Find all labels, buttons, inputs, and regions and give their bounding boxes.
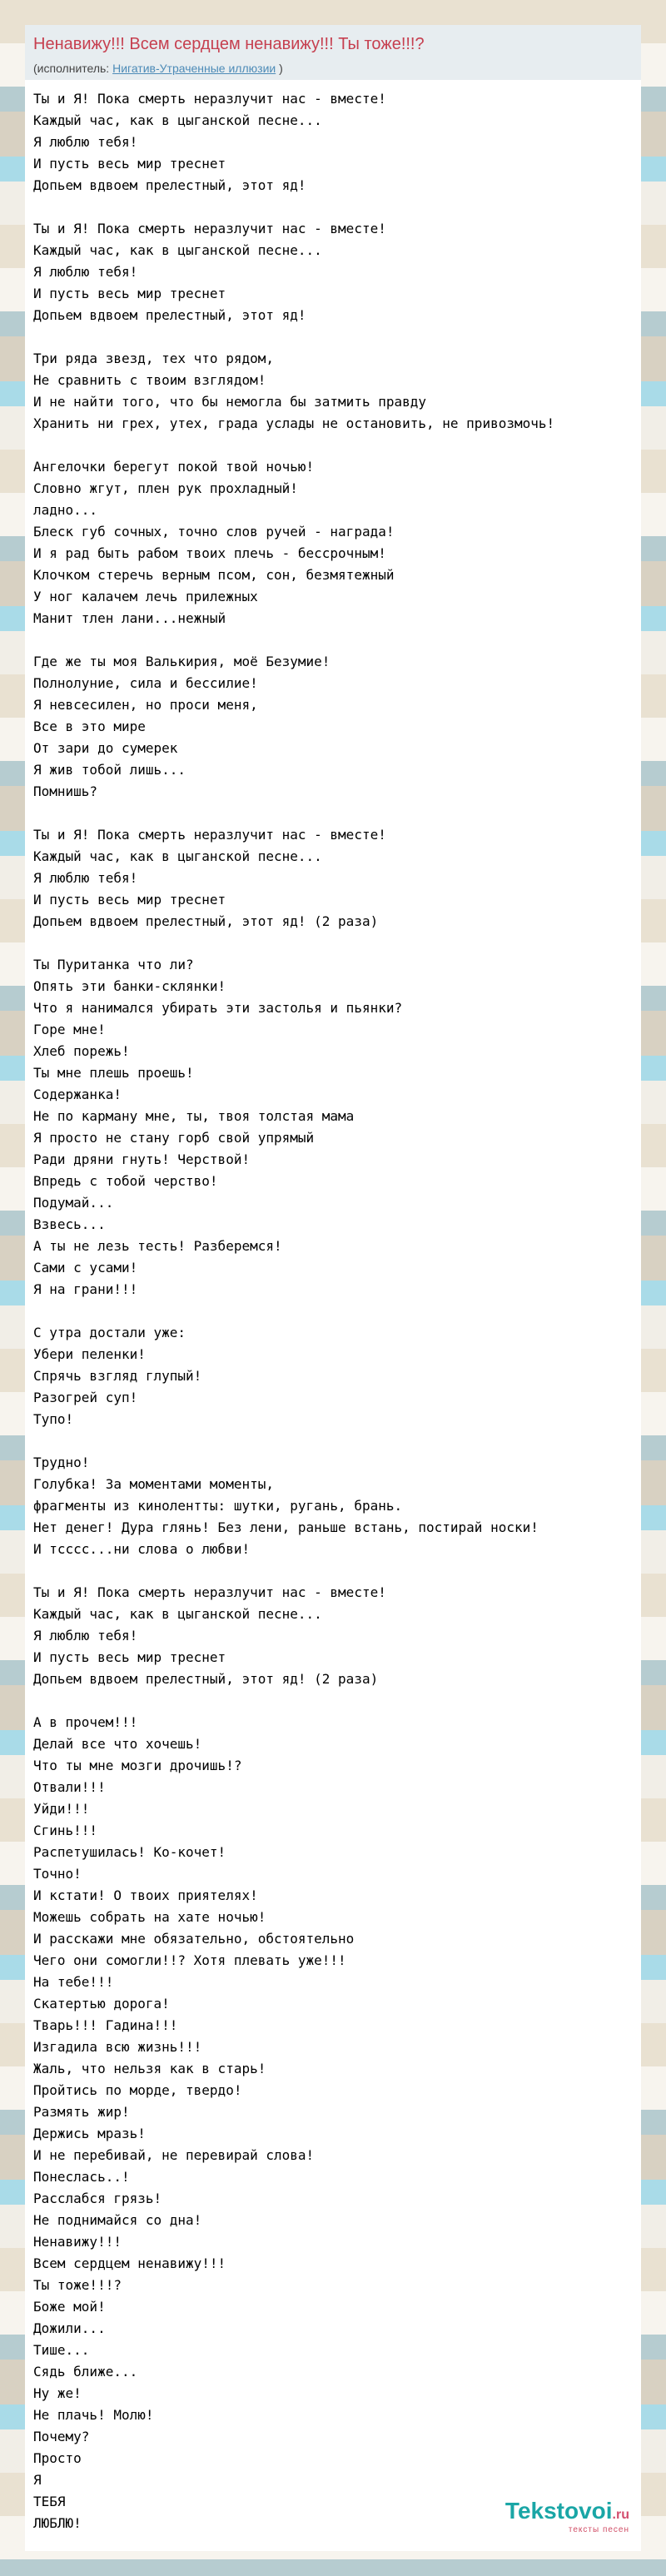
artist-link[interactable]: Нигатив-Утраченные иллюзии xyxy=(112,62,276,75)
artist-prefix: (исполнитель: xyxy=(33,62,110,75)
lyrics-card xyxy=(25,25,641,2551)
site-logo[interactable] xyxy=(505,2499,629,2534)
artist-line xyxy=(33,62,283,75)
logo-domain: .ru xyxy=(612,2508,629,2522)
song-header xyxy=(25,25,641,80)
artist-suffix: ) xyxy=(279,62,283,75)
song-title: Ненавижу!!! Всем сердцем ненавижу!!! Ты тоже!!!? xyxy=(33,35,425,53)
song-lyrics: Ты и Я! Пока смерть неразлучит нас - вместе! Каждый час, как в цыганской песне... Я люблю тебя! И пусть весь мир треснет Допьем вдвоем прелестный, этот яд! Ты и Я! Пока смерть неразлучит нас - вместе! Каждый час, как в цыганской песне... Я люблю тебя! И пусть весь мир треснет Допьем вдвоем прелестный, этот яд! Три ряда звезд, тех что рядом, Не сравнить с твоим взглядом! И не найти того, что бы немогла бы затмить правду Хранить ни грех, утех, града услады не остановить, не привозмочь! Ангелочки берегут покой твой ночью! Словно жгут, плен рук прохладный! ладно... Блеск губ сочных, точно слов ручей - награда! И я рад быть рабом твоих плечь - бессрочным! Клочком стеречь верным псом, сон, безмятежный У ног калачем лечь прилежных Манит тлен лани...нежный Где же ты моя Валькирия, моё Безумие! Полнолуние, сила и бессилие! Я невсесилен, но проси меня, Все в это мире От зари до сумерек Я жив тобой лишь... Помнишь? Ты и Я! Пока смерть неразлучит нас - вместе! Каждый час, как в цыганской песне... Я люблю тебя! И пусть весь мир треснет Допьем вдвоем прелестный, этот яд! (2 раза) Ты Пуританка что ли? Опять эти банки-склянки! Что я нанимался убирать эти застолья и пьянки? Горе мне! Хлеб порежь! Ты мне плешь проешь! Содержанка! Не по карману мне, ты, твоя толстая мама Я просто не стану горб свой упрямый Ради дряни гнуть! Черствой! Впредь с тобой черство! Подумай... Взвесь... А ты не лезь тесть! Разберемся! Сами с усами! Я на грани!!! С утра достали уже: Убери пеленки! Спрячь взгляд глупый! Разогрей суп! Тупо! Трудно! Голубка! За моментами моменты, фрагменты из кинолентты: шутки, ругань, брань. Нет денег! Дура глянь! Без лени, раньше встань, постирай носки! И тсссс...ни слова о любви! Ты и Я! Пока смерть неразлучит нас - вместе! Каждый час, как в цыганской песне... Я люблю тебя! И пусть весь мир треснет Допьем вдвоем прелестный, этот яд! (2 раза) А в прочем!!! Делай все что хочешь! Что ты мне мозги дрочишь!? Отвали!!! Уйди!!! Сгинь!!! Распетушилась! Ко-кочет! Точно! И кстати! О твоих приятелях! Можешь собрать на хате ночью! И расскажи мне обязательно, обстоятельно Чего они сомогли!!? Хотя плевать уже!!! На тебе!!! Скатертью дорога! Тварь!!! Гадина!!! Изгадила всю жизнь!!! Жаль, что нельзя как в старь! Пройтись по морде, твердо! Размять жир! Держись мразь! И не перебивай, не перевирай слова! Понеслась..! Расслабся грязь! Не поднимайся со дна! Ненавижу!!! Всем сердцем ненавижу!!! Ты тоже!!!? Боже мой! Дожили... Тише... Сядь ближе... Ну же! Не плачь! Молю! Почему? Просто Я ТЕБЯ ЛЮБЛЮ! xyxy=(33,91,555,2531)
logo-text: Tekstovoi xyxy=(504,2498,613,2524)
logo-subtitle: тексты песен xyxy=(568,2525,629,2534)
